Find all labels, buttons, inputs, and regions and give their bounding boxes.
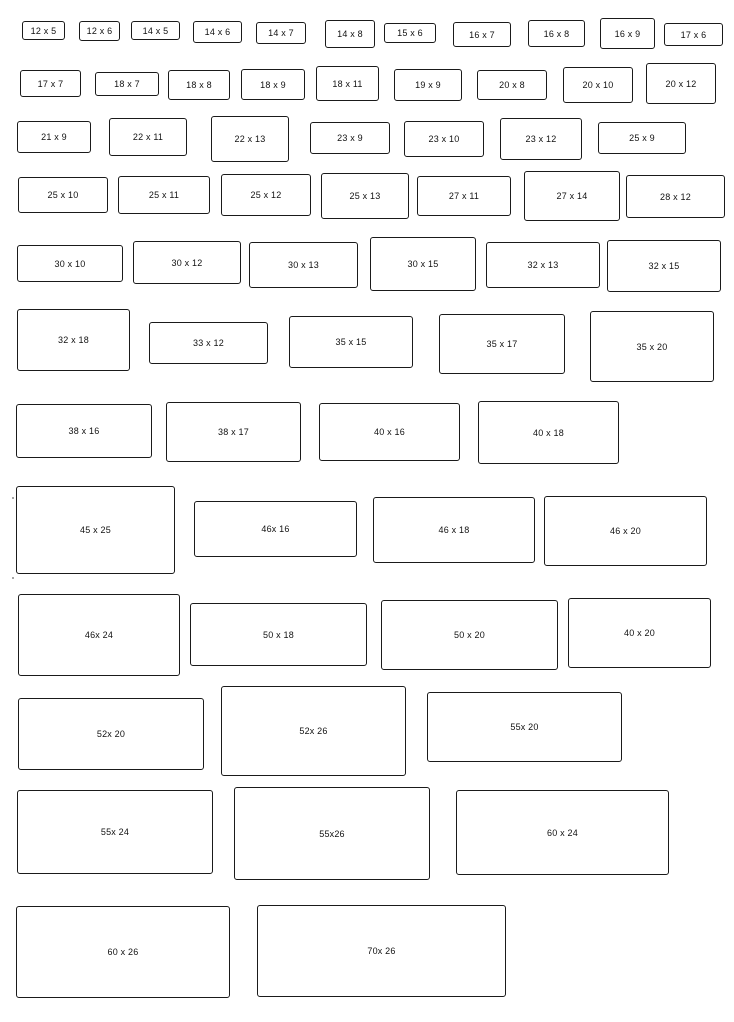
label-box: 20 x 10 <box>563 67 633 103</box>
label-box: 18 x 9 <box>241 69 305 100</box>
label-box: 52x 20 <box>18 698 204 770</box>
label-box: 23 x 10 <box>404 121 484 157</box>
label-box: 27 x 11 <box>417 176 511 216</box>
label-box: 35 x 15 <box>289 316 413 368</box>
label-box: 46 x 20 <box>544 496 707 566</box>
label-box: 35 x 20 <box>590 311 714 382</box>
label-box: 25 x 13 <box>321 173 409 219</box>
label-box: 60 x 24 <box>456 790 669 875</box>
label-box: 28 x 12 <box>626 175 725 218</box>
label-box: 32 x 15 <box>607 240 721 292</box>
label-box: 55x 20 <box>427 692 622 762</box>
label-box: 14 x 6 <box>193 21 242 43</box>
label-box: 16 x 8 <box>528 20 585 47</box>
label-box: 60 x 26 <box>16 906 230 998</box>
label-box: 18 x 8 <box>168 70 230 100</box>
label-box: 14 x 5 <box>131 21 180 40</box>
label-box: 14 x 8 <box>325 20 375 48</box>
label-box: 40 x 20 <box>568 598 711 668</box>
scan-speck <box>12 577 14 579</box>
label-box: 45 x 25 <box>16 486 175 574</box>
label-box: 17 x 7 <box>20 70 81 97</box>
label-box: 25 x 11 <box>118 176 210 214</box>
label-box: 19 x 9 <box>394 69 462 101</box>
label-box: 18 x 7 <box>95 72 159 96</box>
label-box: 50 x 18 <box>190 603 367 666</box>
label-box: 30 x 15 <box>370 237 476 291</box>
label-box: 27 x 14 <box>524 171 620 221</box>
label-box: 15 x 6 <box>384 23 436 43</box>
label-box: 33 x 12 <box>149 322 268 364</box>
label-box: 32 x 13 <box>486 242 600 288</box>
label-box: 50 x 20 <box>381 600 558 670</box>
label-box: 23 x 12 <box>500 118 582 160</box>
label-box: 25 x 12 <box>221 174 311 216</box>
label-box: 23 x 9 <box>310 122 390 154</box>
label-box: 30 x 10 <box>17 245 123 282</box>
label-box: 55x26 <box>234 787 430 880</box>
label-box: 12 x 6 <box>79 21 120 41</box>
label-box: 38 x 17 <box>166 402 301 462</box>
label-box: 22 x 11 <box>109 118 187 156</box>
label-box: 52x 26 <box>221 686 406 776</box>
label-box: 38 x 16 <box>16 404 152 458</box>
label-box: 16 x 9 <box>600 18 655 49</box>
label-box: 25 x 10 <box>18 177 108 213</box>
label-box: 70x 26 <box>257 905 506 997</box>
scan-speck <box>12 497 14 499</box>
label-box: 18 x 11 <box>316 66 379 101</box>
label-box: 17 x 6 <box>664 23 723 46</box>
label-box: 40 x 16 <box>319 403 460 461</box>
label-box: 12 x 5 <box>22 21 65 40</box>
label-box: 55x 24 <box>17 790 213 874</box>
label-box: 14 x 7 <box>256 22 306 44</box>
label-box: 20 x 8 <box>477 70 547 100</box>
label-box: 21 x 9 <box>17 121 91 153</box>
label-box: 46x 16 <box>194 501 357 557</box>
label-box: 22 x 13 <box>211 116 289 162</box>
label-box: 32 x 18 <box>17 309 130 371</box>
label-box: 46x 24 <box>18 594 180 676</box>
label-box: 40 x 18 <box>478 401 619 464</box>
label-box: 35 x 17 <box>439 314 565 374</box>
label-box: 46 x 18 <box>373 497 535 563</box>
label-box: 30 x 13 <box>249 242 358 288</box>
label-box: 25 x 9 <box>598 122 686 154</box>
label-box: 20 x 12 <box>646 63 716 104</box>
label-box: 30 x 12 <box>133 241 241 284</box>
label-box: 16 x 7 <box>453 22 511 47</box>
